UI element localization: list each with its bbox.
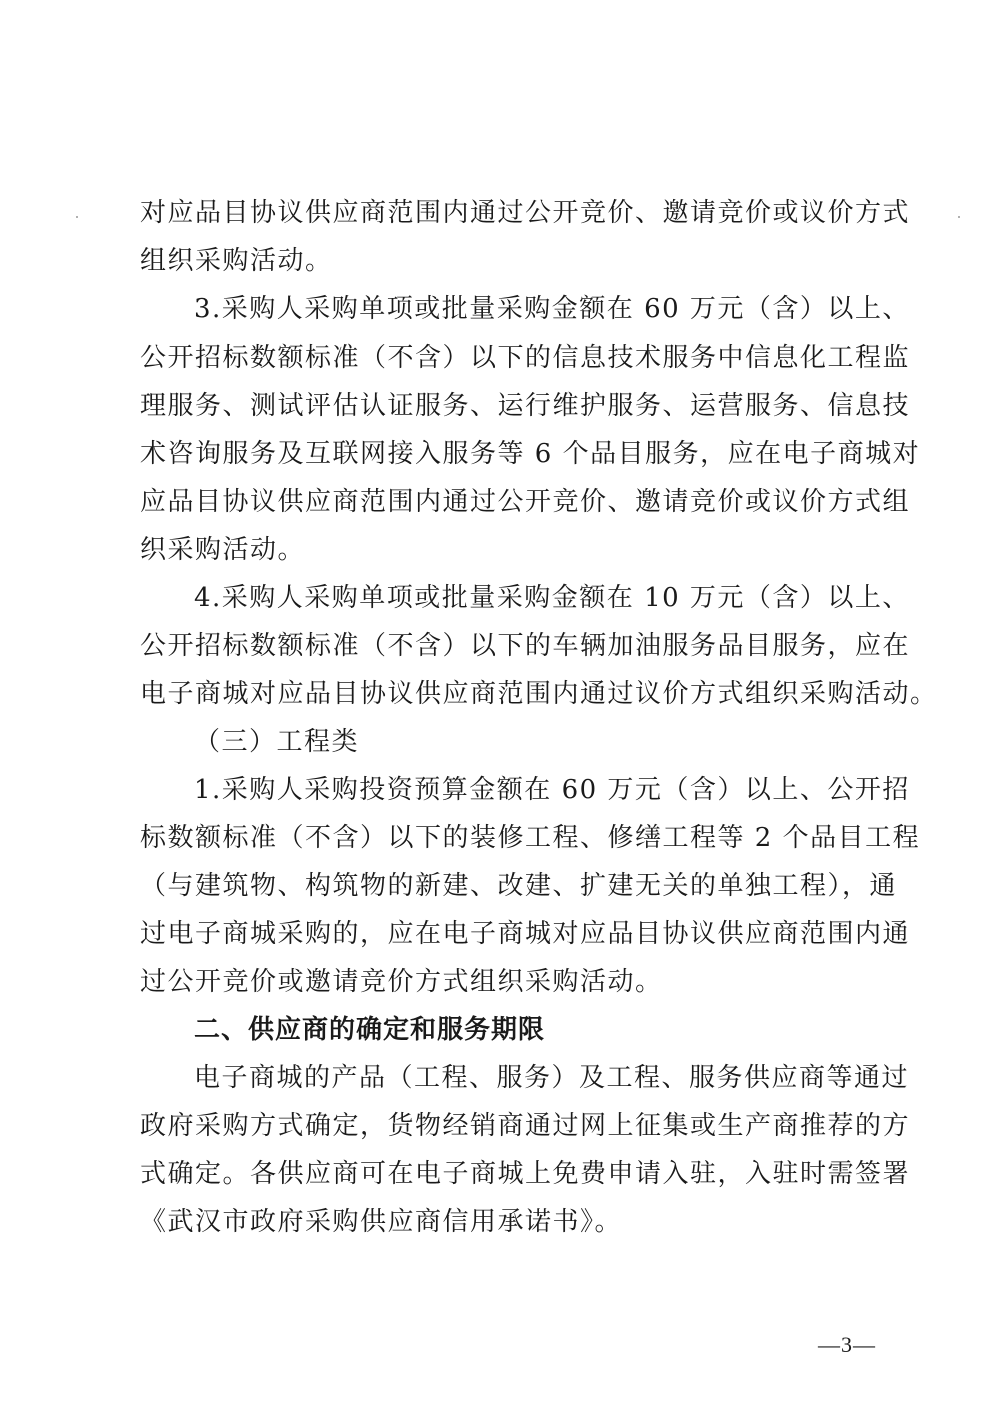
body-line: 1.采购人采购投资预算金额在 60 万元（含）以上、公开招 xyxy=(194,775,910,805)
body-line: 对应品目协议供应商范围内通过公开竞价、邀请竞价或议价方式 xyxy=(140,198,911,228)
body-line: 过公开竞价或邀请竞价方式组织采购活动。 xyxy=(140,967,663,997)
section-heading: 二、供应商的确定和服务期限 xyxy=(194,1015,546,1045)
scan-mark-left xyxy=(76,216,78,218)
body-line: 术咨询服务及互联网接入服务等 6 个品目服务，应在电子商城对 xyxy=(140,439,921,469)
body-line: 标数额标准（不含）以下的装修工程、修缮工程等 2 个品目工程 xyxy=(140,823,921,853)
body-line: 电子商城的产品（工程、服务）及工程、服务供应商等通过 xyxy=(194,1063,910,1093)
body-line: 3.采购人采购单项或批量采购金额在 60 万元（含）以上、 xyxy=(194,294,910,324)
body-line: 式确定。各供应商可在电子商城上免费申请入驻，入驻时需签署 xyxy=(140,1159,911,1189)
body-line: 织采购活动。 xyxy=(140,535,306,565)
page-number: —3— xyxy=(818,1332,876,1357)
body-line: 应品目协议供应商范围内通过公开竞价、邀请竞价或议价方式组 xyxy=(140,487,911,517)
body-line: （与建筑物、构筑物的新建、改建、扩建无关的单独工程），通 xyxy=(140,871,898,901)
body-line: 公开招标数额标准（不含）以下的信息技术服务中信息化工程监 xyxy=(140,343,911,373)
body-line: 公开招标数额标准（不含）以下的车辆加油服务品目服务，应在 xyxy=(140,631,911,661)
section-subheading: （三）工程类 xyxy=(194,727,360,757)
body-line: 过电子商城采购的，应在电子商城对应品目协议供应商范围内通 xyxy=(140,919,911,949)
scan-mark-right xyxy=(958,216,960,218)
body-line: 组织采购活动。 xyxy=(140,246,333,276)
body-line: 《武汉市政府采购供应商信用承诺书》。 xyxy=(140,1207,623,1237)
body-line: 理服务、测试评估认证服务、运行维护服务、运营服务、信息技 xyxy=(140,391,911,421)
body-line: 政府采购方式确定，货物经销商通过网上征集或生产商推荐的方 xyxy=(140,1111,911,1141)
body-line: 电子商城对应品目协议供应商范围内通过议价方式组织采购活动。 xyxy=(140,679,938,709)
body-line: 4.采购人采购单项或批量采购金额在 10 万元（含）以上、 xyxy=(194,583,910,613)
